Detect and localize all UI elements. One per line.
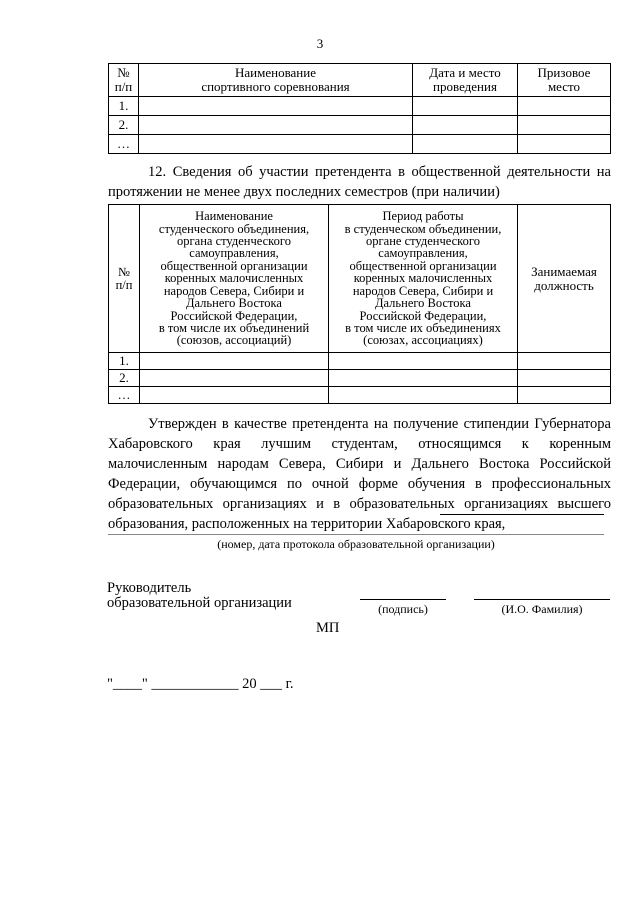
cell — [518, 370, 611, 387]
cell — [518, 387, 611, 404]
signature-line — [360, 599, 446, 600]
cell — [139, 97, 413, 116]
header-prize-place: Призовое место — [518, 64, 611, 97]
row-number: 1. — [109, 353, 140, 370]
cell — [140, 387, 329, 404]
cell — [518, 353, 611, 370]
header-position: Занимаемая должность — [518, 205, 611, 353]
cell — [518, 135, 611, 154]
protocol-line — [108, 534, 604, 535]
cell — [329, 387, 518, 404]
cell — [413, 97, 518, 116]
row-number: 2. — [109, 116, 139, 135]
header-competition-name: Наименование спортивного соревнования — [139, 64, 413, 97]
name-caption: (И.О. Фамилия) — [501, 602, 583, 616]
table-row — [109, 370, 611, 387]
cell — [139, 135, 413, 154]
cell — [329, 370, 518, 387]
table-header-row — [109, 64, 611, 97]
row-number: 1. — [109, 97, 139, 116]
row-number: … — [109, 387, 140, 404]
table-row — [109, 97, 611, 116]
cell — [140, 370, 329, 387]
sports-competitions-table — [108, 63, 611, 154]
stamp-label: МП — [316, 620, 340, 636]
header-work-period: Период работы в студенческом объединении, органе студенческого самоуправления, общественной организации коренных малочисленных народов Севера, Сибири и Дальнего Востока Российской Федерации, в том числе их объединениях (союзах, ассоциациях) — [329, 205, 518, 353]
approval-fill-line — [440, 514, 604, 515]
signature-caption: (подпись) — [378, 602, 428, 616]
section-12-heading: 12. Сведения об участии претендента в общественной деятельности на протяжении не менее двух последних семестров (при наличии) — [108, 164, 611, 200]
table-header-row — [109, 205, 611, 353]
head-title-line2: образовательной организации — [107, 595, 292, 611]
cell — [413, 135, 518, 154]
table-row — [109, 135, 611, 154]
cell — [140, 353, 329, 370]
head-title-line1: Руководитель — [107, 580, 192, 596]
public-activity-table — [108, 204, 611, 404]
date-line: "____" ____________ 20 ___ г. — [107, 676, 294, 692]
cell — [329, 353, 518, 370]
header-number: № п/п — [109, 64, 139, 97]
table-row — [109, 353, 611, 370]
header-date-place: Дата и место проведения — [413, 64, 518, 97]
header-organization-name: Наименование студенческого объединения, органа студенческого самоуправления, общественной организации коренных малочисленных народов Севера, Сибири и Дальнего Востока Российской Федерации, в том числе их объединений (союзов, ассоциаций) — [140, 205, 329, 353]
cell — [518, 116, 611, 135]
header-number: № п/п — [109, 205, 140, 353]
row-number: 2. — [109, 370, 140, 387]
cell — [413, 116, 518, 135]
approval-paragraph: Утвержден в качестве претендента на получение стипендии Губернатора Хабаровского края лучшим студентам, относящимся к коренным малочисленным народам Севера, Сибири и Дальнего Востока Российской Федерации, обучающимся по очной форме обучения в профессиональных образовательных организациях и в образовательных организациях высшего образования, расположенных на территории Хабаровского края, — [108, 416, 611, 532]
table-row — [109, 116, 611, 135]
table-row — [109, 387, 611, 404]
name-line — [474, 599, 610, 600]
cell — [518, 97, 611, 116]
protocol-caption: (номер, дата протокола образовательной организации) — [217, 537, 495, 551]
cell — [139, 116, 413, 135]
page-number: 3 — [316, 36, 324, 51]
row-number: … — [109, 135, 139, 154]
